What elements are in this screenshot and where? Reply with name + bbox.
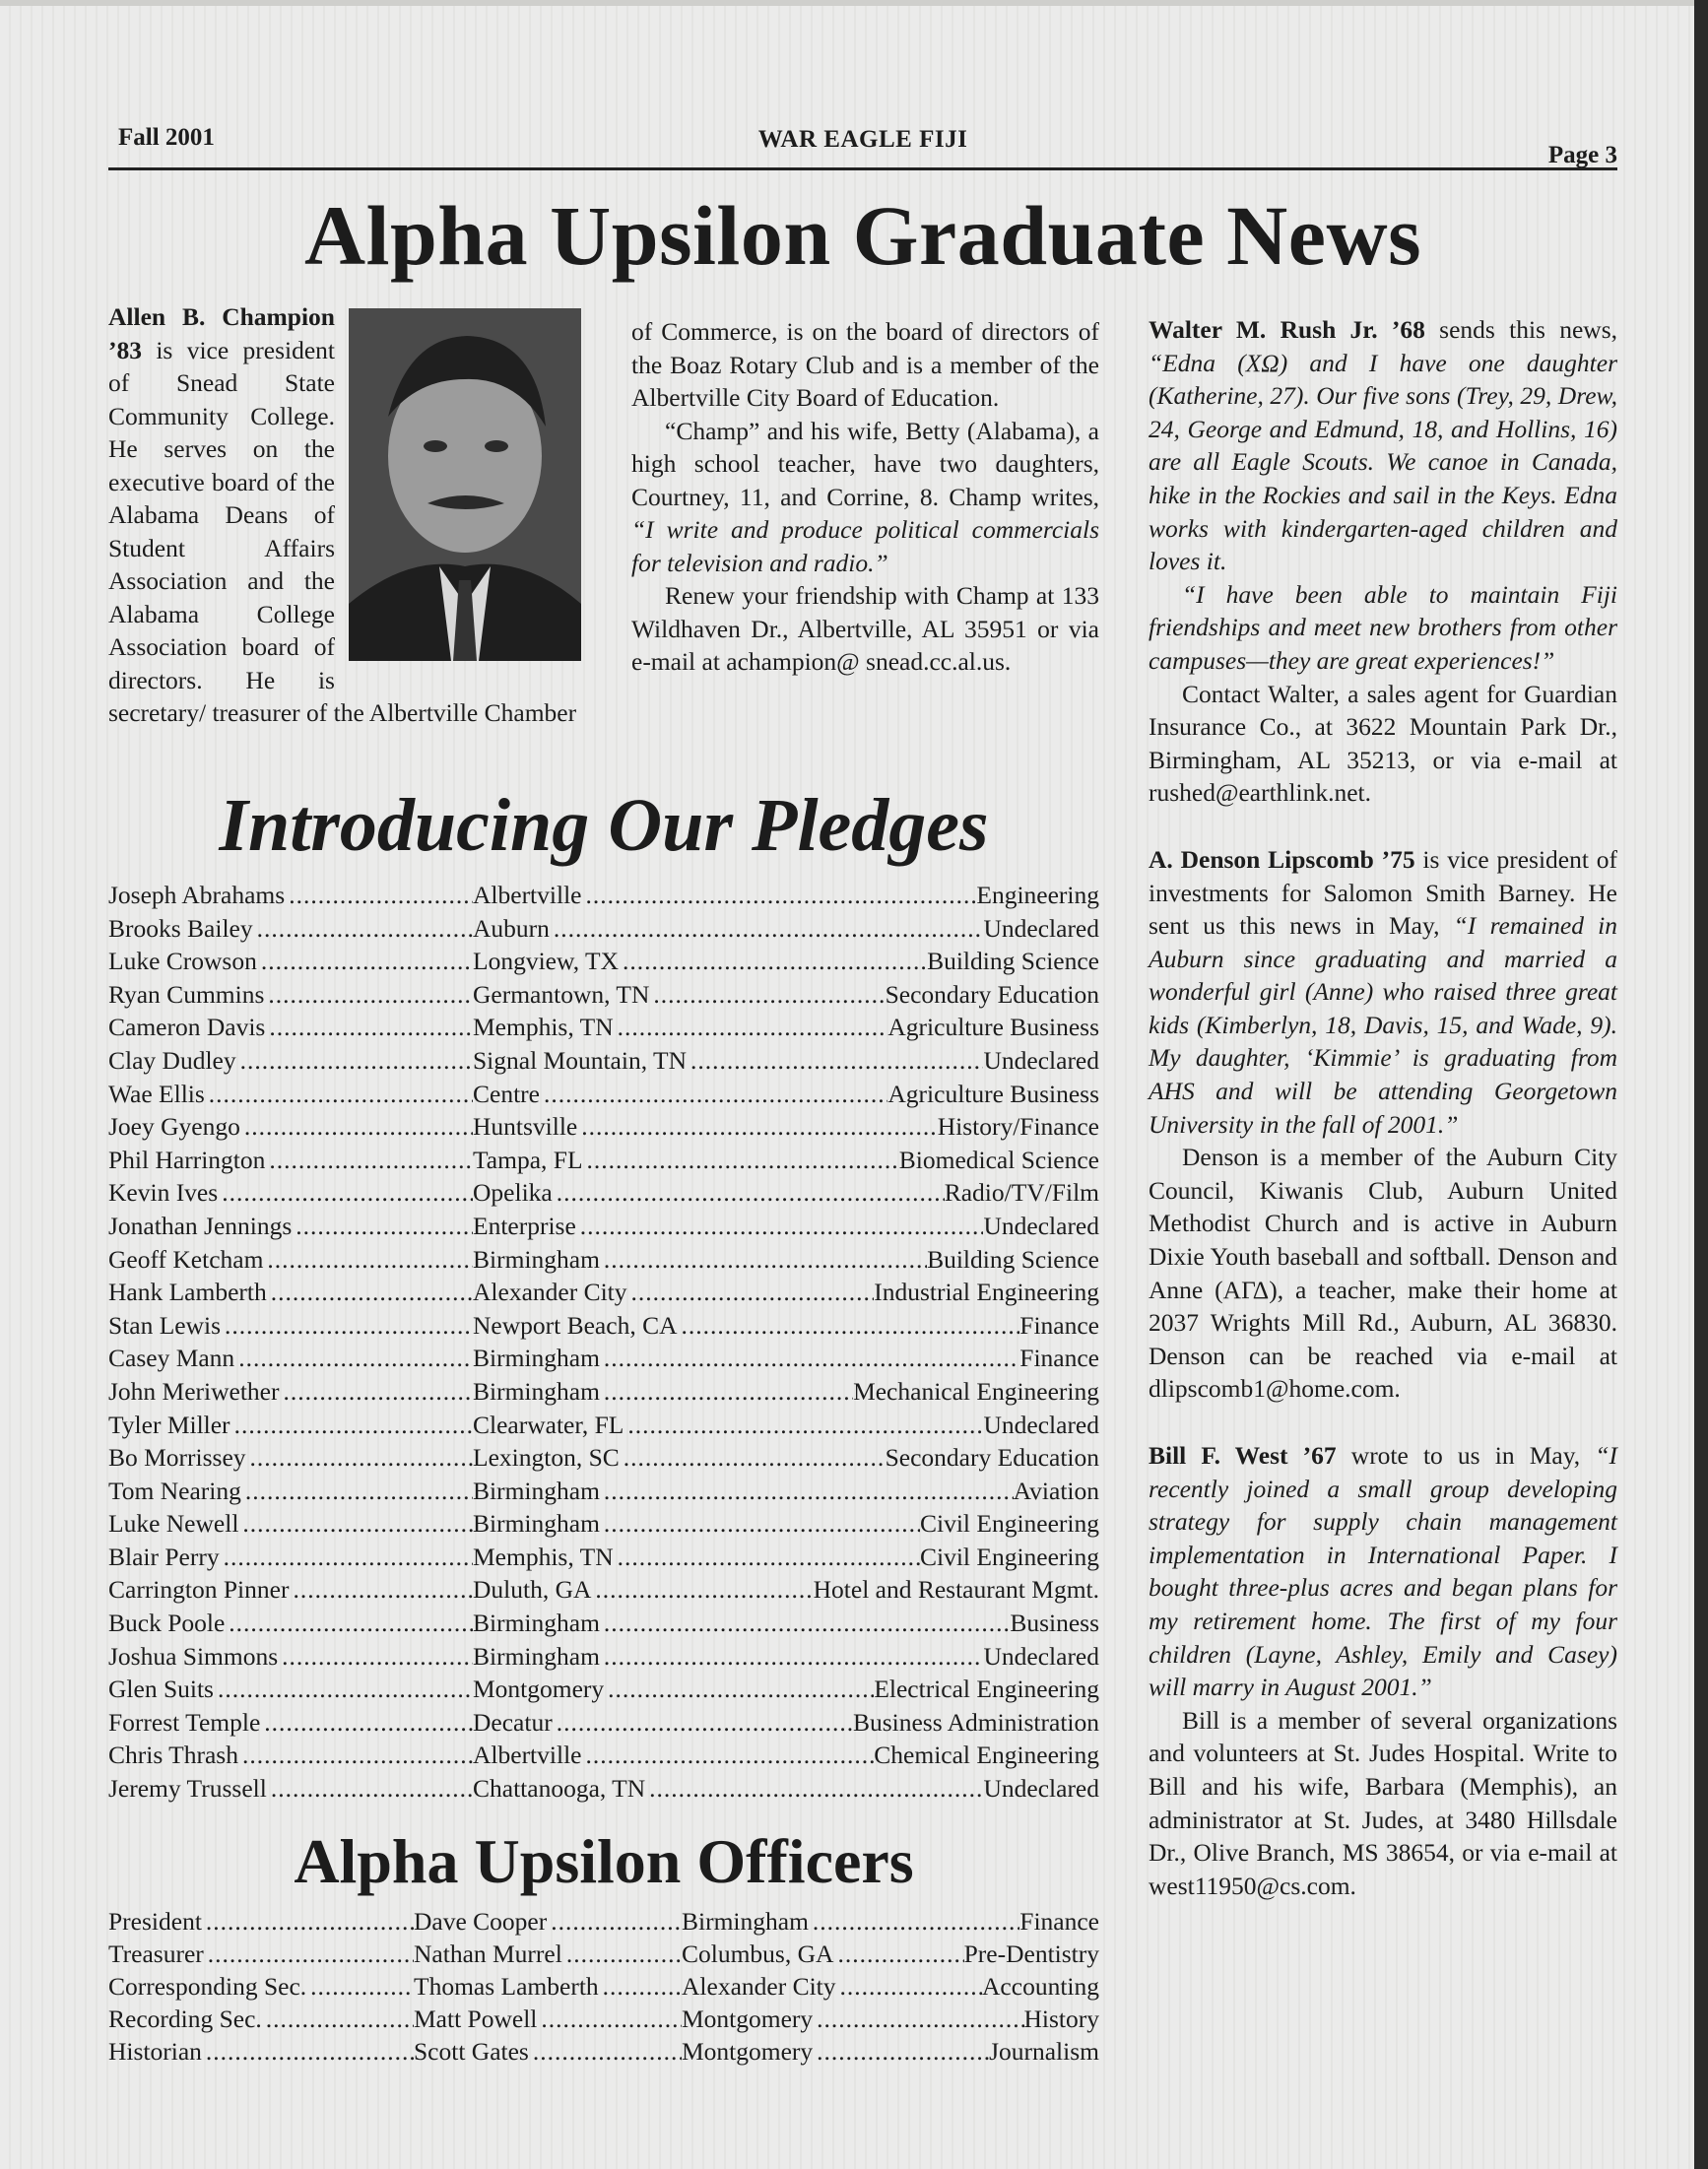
pledge-row bbox=[108, 978, 1099, 1012]
pledge-detail bbox=[473, 1044, 1099, 1078]
pledge-hometown: Birmingham bbox=[473, 1244, 600, 1274]
running-header bbox=[108, 124, 1617, 167]
officer-major: Finance bbox=[1019, 1907, 1099, 1936]
officer-detail bbox=[682, 1938, 1099, 1970]
officer-name: Dave Cooper ..... bbox=[414, 1905, 682, 1938]
pledge-name: Brooks Bailey ..... bbox=[108, 912, 473, 946]
leader-dots bbox=[583, 1144, 899, 1177]
officer-detail bbox=[682, 1970, 1099, 2003]
rush-lead: sends this news, bbox=[1424, 315, 1617, 344]
pledge-detail bbox=[473, 978, 1099, 1012]
pledge-detail bbox=[473, 1342, 1099, 1375]
pledge-major: Engineering bbox=[976, 881, 1099, 909]
champion-text-1a: is vice president of Snead State Community College. He serves on the executive board of the Alabama Deans of Student Affairs Association and the Alabama College Association board of directors. He is secretary/ treasurer of the Albertville Chamber bbox=[108, 335, 577, 727]
pledge-row bbox=[108, 1342, 1099, 1375]
leader-dots bbox=[576, 1210, 984, 1243]
officer-major: Journalism bbox=[989, 2037, 1099, 2066]
pledge-detail bbox=[473, 1640, 1099, 1674]
officer-row bbox=[108, 1970, 1099, 2003]
pledge-major: Building Science bbox=[927, 947, 1099, 976]
pledge-name: Cameron Davis ..... bbox=[108, 1011, 473, 1044]
pledge-name: Luke Newell ..... bbox=[108, 1507, 473, 1541]
pledge-detail bbox=[473, 879, 1099, 912]
pledge-hometown: Huntsville bbox=[473, 1112, 578, 1142]
pledge-row bbox=[108, 1541, 1099, 1574]
officer-major: History bbox=[1023, 2005, 1099, 2033]
pledge-detail bbox=[473, 1243, 1099, 1277]
champion-article-col1 bbox=[108, 300, 581, 730]
leader-dots bbox=[550, 912, 984, 946]
pledge-major: Finance bbox=[1019, 1310, 1099, 1340]
pledge-detail bbox=[473, 1706, 1099, 1740]
pledge-hometown: Duluth, GA bbox=[473, 1575, 592, 1605]
pledge-major: Undeclared bbox=[983, 1045, 1099, 1075]
officer-name: Nathan Murrel ..... bbox=[414, 1938, 682, 1970]
leader-dots bbox=[624, 1409, 983, 1442]
pledge-hometown: Albertville bbox=[473, 1741, 582, 1770]
pledge-name: Stan Lewis ..... bbox=[108, 1309, 473, 1343]
pledge-row bbox=[108, 1210, 1099, 1243]
pledge-name: Glen Suits ..... bbox=[108, 1673, 473, 1706]
pledge-row bbox=[108, 1739, 1099, 1772]
pledge-name: Geoff Ketcham ..... bbox=[108, 1243, 473, 1277]
pledge-detail bbox=[473, 1078, 1099, 1111]
officer-hometown: Birmingham bbox=[682, 1907, 809, 1936]
pledge-row bbox=[108, 912, 1099, 946]
pledge-major: Undeclared bbox=[983, 913, 1099, 943]
officers-heading: Alpha Upsilon Officers bbox=[294, 1826, 914, 1896]
pledge-hometown: Birmingham bbox=[473, 1344, 600, 1373]
pledge-major: Undeclared bbox=[983, 1641, 1099, 1671]
pledge-detail bbox=[473, 1607, 1099, 1640]
pledge-major: History/Finance bbox=[937, 1112, 1099, 1142]
pledge-detail bbox=[473, 1739, 1099, 1772]
pledge-major: Aviation bbox=[1013, 1476, 1099, 1505]
pledge-row bbox=[108, 1176, 1099, 1210]
pledge-major: Business Administration bbox=[852, 1707, 1099, 1737]
leader-dots bbox=[600, 1243, 927, 1277]
pledge-row bbox=[108, 1507, 1099, 1541]
pledge-hometown: Germantown, TN bbox=[473, 979, 650, 1009]
lipscomb-name: A. Denson Lipscomb ’75 bbox=[1149, 844, 1415, 874]
scan-right-edge bbox=[1694, 0, 1708, 2169]
pledge-row bbox=[108, 1078, 1099, 1111]
leader-dots bbox=[614, 1541, 920, 1574]
pledge-hometown: Chattanooga, TN bbox=[473, 1774, 646, 1804]
pledge-major: Industrial Engineering bbox=[874, 1278, 1099, 1307]
officer-detail bbox=[682, 2003, 1099, 2035]
officer-row bbox=[108, 1905, 1099, 1938]
leader-dots bbox=[591, 1573, 813, 1607]
pledge-hometown: Enterprise bbox=[473, 1211, 576, 1240]
officer-name: Thomas Lamberth ..... bbox=[414, 1970, 682, 2003]
pledge-name: Casey Mann ..... bbox=[108, 1342, 473, 1375]
officer-detail bbox=[682, 2035, 1099, 2068]
issue-date: Fall 2001 bbox=[118, 124, 215, 151]
officer-name: Scott Gates ..... bbox=[414, 2035, 682, 2068]
officer-hometown: Columbus, GA bbox=[682, 1939, 834, 1968]
scan-top-edge bbox=[0, 0, 1708, 6]
leader-dots bbox=[836, 1970, 983, 2003]
west-name: Bill F. West ’67 bbox=[1149, 1441, 1337, 1470]
pledge-detail bbox=[473, 1276, 1099, 1309]
pledge-detail bbox=[473, 1144, 1099, 1177]
pledge-name: Blair Perry ..... bbox=[108, 1541, 473, 1574]
lipscomb-lead: is vice president of investments for Salomon Smith Barney. He sent us this news in May, bbox=[1149, 844, 1617, 941]
pledge-detail bbox=[473, 1309, 1099, 1343]
pledge-row bbox=[108, 1706, 1099, 1740]
pledge-hometown: Birmingham bbox=[473, 1609, 600, 1638]
leader-dots bbox=[581, 1739, 874, 1772]
pledge-hometown: Longview, TX bbox=[473, 947, 620, 976]
champion-quote: “I write and produce political commercials for television and radio.” bbox=[631, 515, 1099, 577]
pledge-hometown: Opelika bbox=[473, 1178, 553, 1208]
pledge-detail bbox=[473, 1541, 1099, 1574]
west-para-2: Bill is a member of several organizations and volunteers at St. Judes Hospital. Write to Bill and his wife, Barbara (Memphis), an administrator at St. Judes, at 3480 Hillsdale Dr., Olive Branch, MS 38654, or via e-mail at west11950@cs.com. bbox=[1149, 1705, 1617, 1900]
pledge-detail bbox=[473, 1176, 1099, 1210]
pledge-detail bbox=[473, 1375, 1099, 1409]
pledge-hometown: Memphis, TN bbox=[473, 1013, 614, 1042]
leader-dots bbox=[614, 1011, 888, 1044]
champion-text-1b: of Commerce, is on the board of directors of the Boaz Rotary Club and is a member of the Albertville City Board of Education. bbox=[631, 317, 1099, 412]
pledge-row bbox=[108, 879, 1099, 912]
officer-name: Matt Powell ..... bbox=[414, 2003, 682, 2035]
pledge-detail bbox=[473, 1210, 1099, 1243]
leader-dots bbox=[581, 879, 976, 912]
leader-dots bbox=[813, 2035, 989, 2068]
pledge-name: Kevin Ives ..... bbox=[108, 1176, 473, 1210]
pledge-major: Agriculture Business bbox=[887, 1013, 1099, 1042]
pledge-name: Bo Morrissey ..... bbox=[108, 1441, 473, 1475]
lipscomb-para-2: Denson is a member of the Auburn City Council, Kiwanis Club, Auburn United Methodist Church and is active in Auburn Dixie Youth baseball and softball. Denson and Anne (ΑΓΔ), a teacher, make their home at 2037 Wrights Mill Rd., Auburn, AL 36830. Denson can be reached via e-mail at dlipscomb1@home.com. bbox=[1149, 1143, 1617, 1404]
pledge-name: Joey Gyengo ..... bbox=[108, 1110, 473, 1144]
rush-para-1 bbox=[1149, 313, 1617, 578]
pledge-name: Wae Ellis ..... bbox=[108, 1078, 473, 1111]
leader-dots bbox=[600, 1375, 853, 1409]
pledge-major: Secondary Education bbox=[885, 979, 1099, 1009]
leader-dots bbox=[577, 1110, 937, 1144]
leader-dots bbox=[600, 1607, 1010, 1640]
pledge-hometown: Newport Beach, CA bbox=[473, 1310, 678, 1340]
west-para-1 bbox=[1149, 1439, 1617, 1704]
leader-dots bbox=[553, 1176, 945, 1210]
champion-name: Allen B. Champion ’83 bbox=[108, 302, 335, 364]
pledge-major: Secondary Education bbox=[885, 1443, 1099, 1473]
leader-dots bbox=[600, 1475, 1014, 1508]
officer-row bbox=[108, 1938, 1099, 1970]
officer-list bbox=[108, 1905, 1099, 2068]
pledge-hometown: Birmingham bbox=[473, 1376, 600, 1406]
pledge-name: Luke Crowson ..... bbox=[108, 945, 473, 978]
lipscomb-quote: “I remained in Auburn since graduating and married a wonderful girl (Anne) who raised three great kids (Kimberlyn, 18, Davis, 15, and Wade, 9). My daughter, ‘Kimmie’ is graduating from AHS and will be attending Georgetown University in the fall of 2001.” bbox=[1149, 911, 1618, 1139]
header-rule bbox=[108, 167, 1617, 170]
pledges-heading: Introducing Our Pledges bbox=[219, 784, 989, 867]
officer-title: Recording Sec. ..... bbox=[108, 2003, 414, 2035]
pledge-row bbox=[108, 1011, 1099, 1044]
pledge-hometown: Birmingham bbox=[473, 1476, 600, 1505]
leader-dots bbox=[833, 1938, 963, 1970]
pledge-detail bbox=[473, 1573, 1099, 1607]
pledge-row bbox=[108, 1044, 1099, 1078]
pledge-row bbox=[108, 1110, 1099, 1144]
pledge-row bbox=[108, 1441, 1099, 1475]
pledge-row bbox=[108, 945, 1099, 978]
leader-dots bbox=[687, 1044, 983, 1078]
pledge-hometown: Tampa, FL bbox=[473, 1145, 583, 1174]
pledge-name: Joseph Abrahams ..... bbox=[108, 879, 473, 912]
portrait-image bbox=[349, 308, 581, 661]
pledge-row bbox=[108, 1772, 1099, 1806]
officer-hometown: Alexander City bbox=[682, 1972, 836, 2001]
pledge-row bbox=[108, 1573, 1099, 1607]
pledge-major: Building Science bbox=[927, 1244, 1099, 1274]
pledge-major: Undeclared bbox=[983, 1410, 1099, 1439]
pledge-name: John Meriwether ..... bbox=[108, 1375, 473, 1409]
pledge-row bbox=[108, 1243, 1099, 1277]
pledge-name: Joshua Simmons ..... bbox=[108, 1640, 473, 1674]
champion-photo bbox=[349, 308, 581, 661]
west-lead: wrote to us in May, bbox=[1336, 1441, 1596, 1470]
pledge-hometown: Birmingham bbox=[473, 1509, 600, 1539]
leader-dots bbox=[627, 1276, 875, 1309]
champion-text-2: “Champ” and his wife, Betty (Alabama), a high school teacher, have two daughters, Courtney, 11, and Corrine, 8. Champ writes, bbox=[631, 416, 1099, 511]
leader-dots bbox=[649, 978, 885, 1012]
pledge-name: Jonathan Jennings ..... bbox=[108, 1210, 473, 1243]
pledge-name: Clay Dudley ..... bbox=[108, 1044, 473, 1078]
lipscomb-para-1 bbox=[1149, 843, 1617, 1141]
pledge-major: Radio/TV/Film bbox=[944, 1178, 1099, 1208]
leader-dots bbox=[553, 1706, 853, 1740]
pledge-name: Hank Lamberth ..... bbox=[108, 1276, 473, 1309]
leader-dots bbox=[619, 945, 927, 978]
page-number: Page 3 bbox=[1547, 142, 1617, 168]
pledge-major: Chemical Engineering bbox=[874, 1741, 1099, 1770]
champion-para-3: Renew your friendship with Champ at 133 Wildhaven Dr., Albertville, AL 35951 or via e-mail at achampion@ snead.cc.al.us. bbox=[631, 581, 1099, 676]
pledge-hometown: Memphis, TN bbox=[473, 1542, 614, 1571]
pledge-row bbox=[108, 1673, 1099, 1706]
pledge-major: Business bbox=[1010, 1609, 1099, 1638]
right-column bbox=[1149, 313, 1617, 1902]
pledge-row bbox=[108, 1276, 1099, 1309]
pledge-hometown: Birmingham bbox=[473, 1641, 600, 1671]
pledge-detail bbox=[473, 912, 1099, 946]
pledge-hometown: Decatur bbox=[473, 1707, 553, 1737]
pledge-row bbox=[108, 1144, 1099, 1177]
officer-detail bbox=[682, 1905, 1099, 1938]
pledge-name: Forrest Temple ..... bbox=[108, 1706, 473, 1740]
leader-dots bbox=[540, 1078, 887, 1111]
officer-major: Pre-Dentistry bbox=[963, 1939, 1099, 1968]
leader-dots bbox=[620, 1441, 886, 1475]
pledge-hometown: Albertville bbox=[473, 881, 582, 909]
pledge-detail bbox=[473, 1409, 1099, 1442]
officer-hometown: Montgomery bbox=[682, 2005, 814, 2033]
pledge-major: Hotel and Restaurant Mgmt. bbox=[813, 1575, 1099, 1605]
pledge-major: Undeclared bbox=[983, 1774, 1099, 1804]
leader-dots bbox=[604, 1673, 874, 1706]
officer-hometown: Montgomery bbox=[682, 2037, 814, 2066]
pledge-detail bbox=[473, 1772, 1099, 1806]
rush-quote-1: “Edna (ΧΩ) and I have one daughter (Katherine, 27). Our five sons (Trey, 29, Drew, 24, George and Edmund, 18, and Hollins, 16) are all Eagle Scouts. We canoe in Canada, hike in the Rockies and sail in the Keys. Edna works with kindergarten-aged children and loves it. bbox=[1149, 348, 1617, 576]
pledge-row bbox=[108, 1475, 1099, 1508]
pledge-major: Civil Engineering bbox=[919, 1542, 1099, 1571]
officer-title: President ..... bbox=[108, 1905, 414, 1938]
leader-dots bbox=[600, 1640, 984, 1674]
officer-row bbox=[108, 2035, 1099, 2068]
pledge-row bbox=[108, 1309, 1099, 1343]
pledge-detail bbox=[473, 1110, 1099, 1144]
leader-dots bbox=[600, 1342, 1019, 1375]
pledge-row bbox=[108, 1640, 1099, 1674]
pledge-major: Electrical Engineering bbox=[874, 1675, 1099, 1704]
rush-name: Walter M. Rush Jr. ’68 bbox=[1149, 315, 1425, 344]
leader-dots bbox=[678, 1309, 1020, 1343]
pledge-detail bbox=[473, 1507, 1099, 1541]
pledge-name: Ryan Cummins ..... bbox=[108, 978, 473, 1012]
pledge-detail bbox=[473, 945, 1099, 978]
pledge-list bbox=[108, 879, 1099, 1806]
pledge-hometown: Signal Mountain, TN bbox=[473, 1045, 687, 1075]
pledge-name: Chris Thrash ..... bbox=[108, 1739, 473, 1772]
officer-row bbox=[108, 2003, 1099, 2035]
pledge-major: Finance bbox=[1019, 1344, 1099, 1373]
pledge-detail bbox=[473, 1011, 1099, 1044]
pledge-row bbox=[108, 1607, 1099, 1640]
west-quote: “I recently joined a small group developing strategy for supply chain management implementation in International Paper. I bought three-plus acres and began plans for my retirement home. The first of my four children (Layne, Ashley, Emily and Casey) will marry in August 2001.” bbox=[1149, 1441, 1617, 1702]
rush-contact: Contact Walter, a sales agent for Guardian Insurance Co., at 3622 Mountain Park Dr., Birmingham, AL 35213, or via e-mail at rushed@earthlink.net. bbox=[1149, 679, 1617, 808]
pledge-name: Tyler Miller ..... bbox=[108, 1409, 473, 1442]
pledge-name: Carrington Pinner ..... bbox=[108, 1573, 473, 1607]
leader-dots bbox=[809, 1905, 1019, 1938]
pledge-major: Civil Engineering bbox=[919, 1509, 1099, 1539]
pledge-name: Buck Poole ..... bbox=[108, 1607, 473, 1640]
pledge-name: Tom Nearing ..... bbox=[108, 1475, 473, 1508]
officer-major: Accounting bbox=[982, 1972, 1099, 2001]
pledge-hometown: Lexington, SC bbox=[473, 1443, 620, 1473]
pledge-hometown: Auburn bbox=[473, 913, 550, 943]
leader-dots bbox=[645, 1772, 983, 1806]
pledge-major: Undeclared bbox=[983, 1211, 1099, 1240]
pledge-major: Mechanical Engineering bbox=[853, 1376, 1099, 1406]
pledge-major: Biomedical Science bbox=[898, 1145, 1099, 1174]
pledge-hometown: Clearwater, FL bbox=[473, 1410, 624, 1439]
pledge-detail bbox=[473, 1475, 1099, 1508]
pledge-name: Jeremy Trussell ..... bbox=[108, 1772, 473, 1806]
rush-quote-2: “I have been able to maintain Fiji friendships and meet new brothers from other campuses—they are great experiences!” bbox=[1149, 579, 1617, 675]
page-title: Alpha Upsilon Graduate News bbox=[303, 188, 1422, 283]
officer-title: Treasurer ..... bbox=[108, 1938, 414, 1970]
pledge-hometown: Alexander City bbox=[473, 1278, 627, 1307]
pledge-major: Agriculture Business bbox=[887, 1079, 1099, 1108]
pledge-hometown: Montgomery bbox=[473, 1675, 605, 1704]
champion-article-col2 bbox=[631, 315, 1099, 679]
leader-dots bbox=[600, 1507, 920, 1541]
pledge-row bbox=[108, 1409, 1099, 1442]
pledge-name: Phil Harrington ..... bbox=[108, 1144, 473, 1177]
leader-dots bbox=[813, 2003, 1023, 2035]
champion-para-2 bbox=[631, 415, 1099, 580]
pledge-hometown: Centre bbox=[473, 1079, 540, 1108]
officer-title: Historian ..... bbox=[108, 2035, 414, 2068]
pledge-detail bbox=[473, 1673, 1099, 1706]
officer-title: Corresponding Sec. ..... bbox=[108, 1970, 414, 2003]
pledge-row bbox=[108, 1375, 1099, 1409]
newsletter-name: WAR EAGLE FIJI bbox=[757, 126, 968, 153]
pledge-detail bbox=[473, 1441, 1099, 1475]
